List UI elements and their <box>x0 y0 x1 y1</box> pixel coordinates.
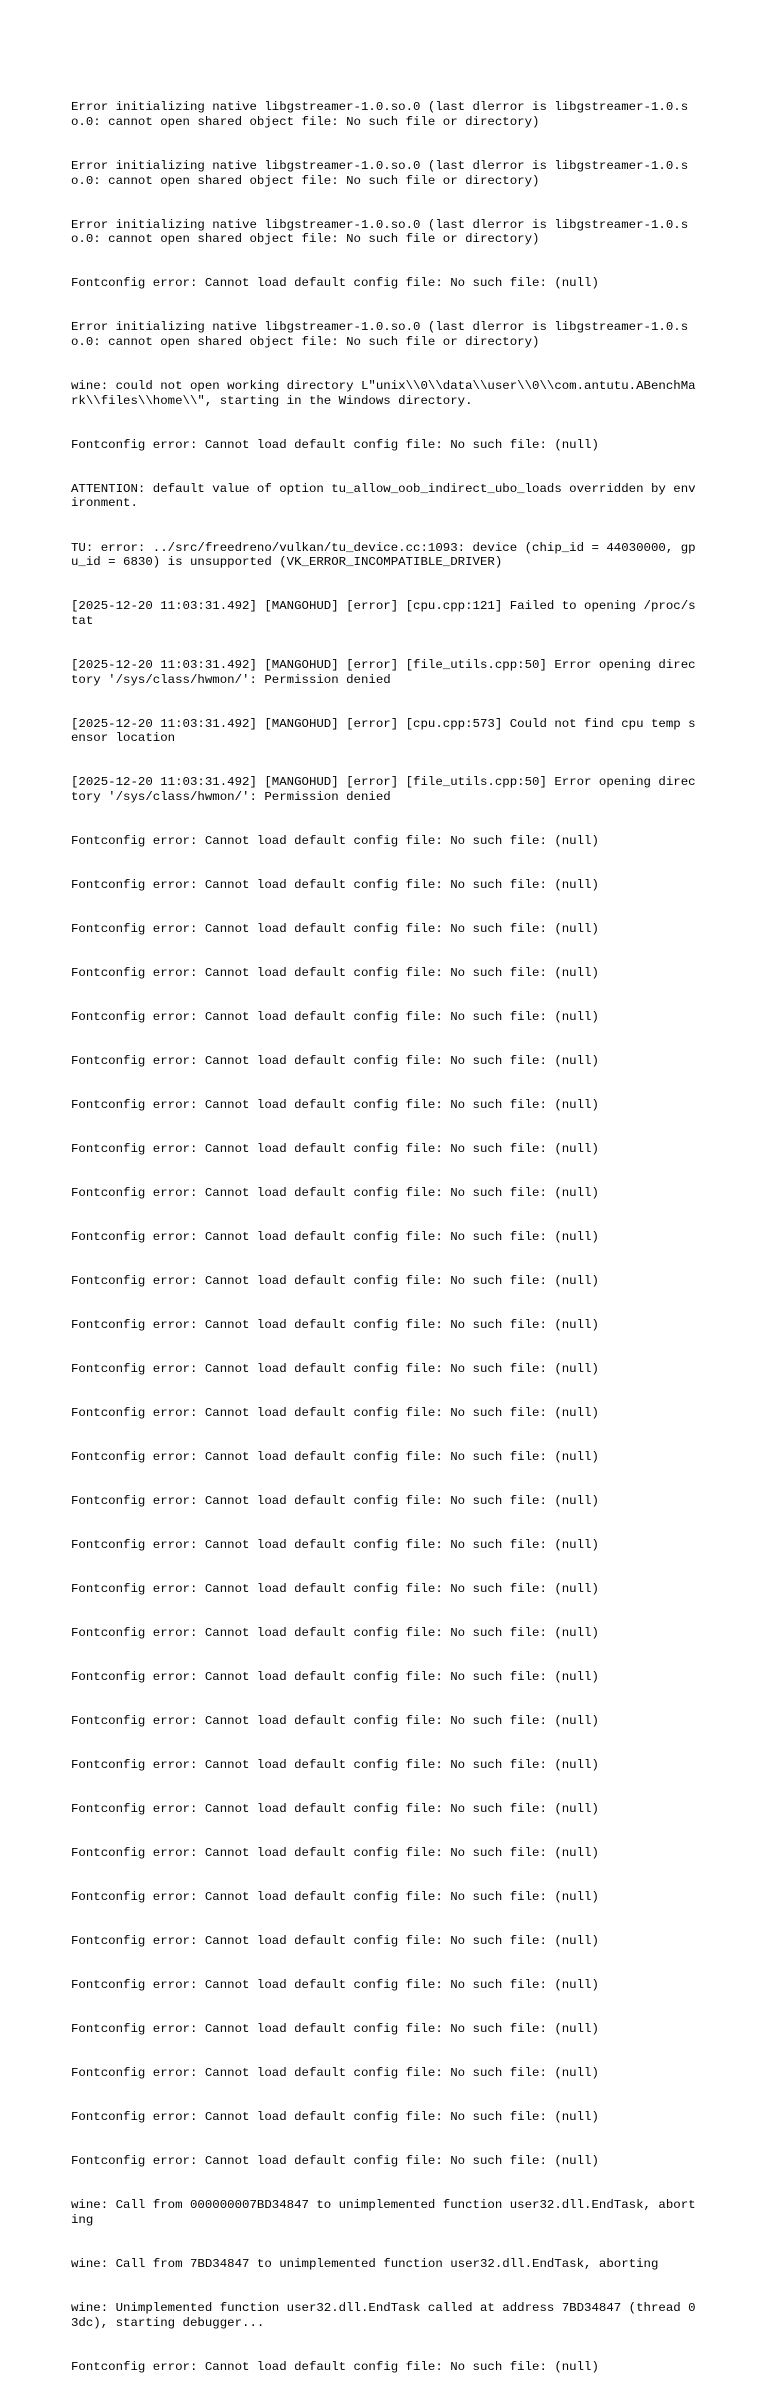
log-line: Fontconfig error: Cannot load default config file: No such file: (null) <box>71 1934 599 1949</box>
log-line: [2025-12-20 11:03:31.492] [MANGOHUD] [error] [file_utils.cpp:50] Error opening directory '/sys/class/hwmon/': Permission denied <box>71 775 696 804</box>
log-line: Fontconfig error: Cannot load default config file: No such file: (null) <box>71 1670 599 1685</box>
log-line: Fontconfig error: Cannot load default config file: No such file: (null) <box>71 1318 599 1333</box>
log-line: Fontconfig error: Cannot load default config file: No such file: (null) <box>71 833 599 848</box>
log-line: Fontconfig error: Cannot load default config file: No such file: (null) <box>71 1714 599 1729</box>
log-line: Error initializing native libgstreamer-1.0.so.0 (last dlerror is libgstreamer-1.0.so.0: cannot open shared object file: No such file or directory) <box>71 159 689 188</box>
log-line: Fontconfig error: Cannot load default config file: No such file: (null) <box>71 2359 599 2374</box>
log-line: wine: could not open working directory L"unix\\0\\data\\user\\0\\com.antutu.ABenchMark\\files\\home\\", starting in the Windows directory. <box>71 379 696 408</box>
log-line: Fontconfig error: Cannot load default config file: No such file: (null) <box>71 1626 599 1641</box>
log-line: Fontconfig error: Cannot load default config file: No such file: (null) <box>71 1142 599 1157</box>
log-line: Fontconfig error: Cannot load default config file: No such file: (null) <box>71 921 599 936</box>
log-line: Fontconfig error: Cannot load default config file: No such file: (null) <box>71 1890 599 1905</box>
log-line: Fontconfig error: Cannot load default config file: No such file: (null) <box>71 965 599 980</box>
log-line: Fontconfig error: Cannot load default config file: No such file: (null) <box>71 1494 599 1509</box>
log-line: Fontconfig error: Cannot load default config file: No such file: (null) <box>71 1230 599 1245</box>
log-line: Fontconfig error: Cannot load default config file: No such file: (null) <box>71 1450 599 1465</box>
log-line: Fontconfig error: Cannot load default config file: No such file: (null) <box>71 1802 599 1817</box>
log-line: Fontconfig error: Cannot load default config file: No such file: (null) <box>71 276 599 291</box>
log-line: [2025-12-20 11:03:31.492] [MANGOHUD] [error] [cpu.cpp:573] Could not find cpu temp sensor location <box>71 716 696 746</box>
log-line: TU: error: ../src/freedreno/vulkan/tu_device.cc:1093: device (chip_id = 44030000, gpu_id = 6830) is unsupported (VK_ERROR_INCOMPATIBLE_DRIVER) <box>71 540 696 570</box>
log-line: Fontconfig error: Cannot load default config file: No such file: (null) <box>71 1538 599 1553</box>
log-line: Fontconfig error: Cannot load default config file: No such file: (null) <box>71 1098 599 1113</box>
log-output <box>71 71 697 2389</box>
log-line: Fontconfig error: Cannot load default config file: No such file: (null) <box>71 2066 599 2081</box>
log-line: Fontconfig error: Cannot load default config file: No such file: (null) <box>71 437 599 452</box>
log-line: Fontconfig error: Cannot load default config file: No such file: (null) <box>71 1582 599 1597</box>
log-line: Fontconfig error: Cannot load default config file: No such file: (null) <box>71 1054 599 1069</box>
log-line: Fontconfig error: Cannot load default config file: No such file: (null) <box>71 2022 599 2037</box>
log-line: ATTENTION: default value of option tu_allow_oob_indirect_ubo_loads overridden by environment. <box>71 481 696 511</box>
log-line: Error initializing native libgstreamer-1.0.so.0 (last dlerror is libgstreamer-1.0.so.0: cannot open shared object file: No such file or directory) <box>71 320 689 350</box>
log-line: Fontconfig error: Cannot load default config file: No such file: (null) <box>71 877 599 892</box>
log-line: [2025-12-20 11:03:31.492] [MANGOHUD] [error] [file_utils.cpp:50] Error opening directory '/sys/class/hwmon/': Permission denied <box>71 657 696 687</box>
log-line: Fontconfig error: Cannot load default config file: No such file: (null) <box>71 2110 599 2125</box>
log-line: wine: Unimplemented function user32.dll.EndTask called at address 7BD34847 (thread 03dc), starting debugger... <box>71 2301 696 2330</box>
log-line: wine: Call from 7BD34847 to unimplemented function user32.dll.EndTask, aborting <box>71 2257 659 2272</box>
log-line: Fontconfig error: Cannot load default config file: No such file: (null) <box>71 1758 599 1773</box>
log-line: Error initializing native libgstreamer-1.0.so.0 (last dlerror is libgstreamer-1.0.so.0: cannot open shared object file: No such file or directory) <box>71 217 689 247</box>
log-line: Fontconfig error: Cannot load default config file: No such file: (null) <box>71 1186 599 1201</box>
log-line: Fontconfig error: Cannot load default config file: No such file: (null) <box>71 1406 599 1421</box>
log-line: wine: Call from 000000007BD34847 to unimplemented function user32.dll.EndTask, aborting <box>71 2198 696 2228</box>
log-line: Fontconfig error: Cannot load default config file: No such file: (null) <box>71 1978 599 1993</box>
log-line: Fontconfig error: Cannot load default config file: No such file: (null) <box>71 1846 599 1861</box>
log-line: Fontconfig error: Cannot load default config file: No such file: (null) <box>71 1274 599 1289</box>
log-line: Fontconfig error: Cannot load default config file: No such file: (null) <box>71 1362 599 1377</box>
log-line: Fontconfig error: Cannot load default config file: No such file: (null) <box>71 2154 599 2169</box>
log-line: [2025-12-20 11:03:31.492] [MANGOHUD] [error] [cpu.cpp:121] Failed to opening /proc/stat <box>71 599 696 628</box>
log-line: Fontconfig error: Cannot load default config file: No such file: (null) <box>71 1010 599 1024</box>
log-line: Error initializing native libgstreamer-1.0.so.0 (last dlerror is libgstreamer-1.0.so.0: cannot open shared object file: No such file or directory) <box>71 100 689 130</box>
